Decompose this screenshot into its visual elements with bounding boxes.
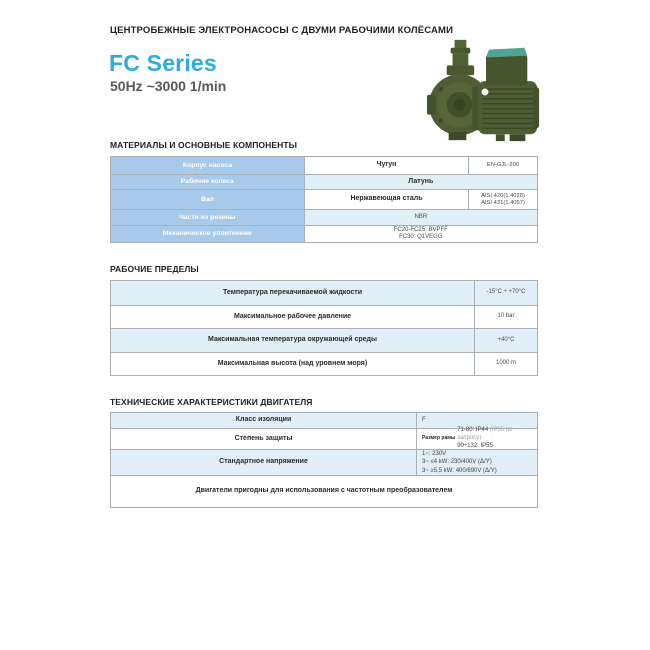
spec-line: AISI 420(1.4028) — [481, 192, 525, 199]
table-row — [111, 189, 537, 209]
row-spec — [468, 190, 537, 209]
row-value: +40°C — [474, 329, 537, 352]
table-row — [111, 449, 537, 475]
protection-line: 71-80: IP44 (IP55 по запросу) — [457, 427, 513, 442]
voltage-line: 3~ ≥5,5 kW: 400/690V (Δ/Y) — [422, 467, 497, 474]
table-row — [111, 352, 537, 376]
motor-note — [111, 476, 537, 507]
row-value: 1000 m — [474, 353, 537, 376]
row-label: Рабочие колеса — [111, 175, 304, 189]
value-line: FC30: Q1VEGG — [399, 234, 443, 240]
voltage-line: 1~: 230V — [422, 451, 447, 458]
row-value: NBR — [304, 210, 537, 225]
limits-table — [110, 280, 538, 376]
frame-size-prefix: Размер рамы — [422, 435, 456, 442]
row-label: Класс изоляции — [235, 416, 292, 424]
materials-table — [110, 156, 538, 243]
row-value: Нержавеющая сталь — [304, 190, 468, 209]
value-line: FC20-FC25: BVPFF — [393, 227, 448, 234]
row-label: Стандартное напряжение — [219, 458, 308, 466]
section-heading-motor: ТЕХНИЧЕСКИЕ ХАРАКТЕРИСТИКИ ДВИГАТЕЛЯ — [110, 397, 313, 407]
row-label: Вал — [111, 190, 304, 209]
section-heading-materials: МАТЕРИАЛЫ И ОСНОВНЫЕ КОМПОНЕНТЫ — [110, 140, 298, 150]
table-row — [111, 475, 537, 507]
table-row — [111, 209, 537, 225]
row-label: Части из резины — [111, 210, 304, 225]
voltage-line: 3~ ≤4 kW: 230/400V (Δ/Y) — [422, 459, 492, 466]
pump-badge — [482, 89, 489, 96]
row-value — [304, 226, 537, 242]
page-title: ЦЕНТРОБЕЖНЫЕ ЭЛЕКТРОНАСОСЫ С ДВУМИ РАБОЧИМИ КОЛЁСАМИ — [110, 25, 454, 36]
row-label: Максимальная температура окружающей среды — [208, 336, 377, 344]
table-row — [111, 428, 537, 449]
row-label: Максимальное рабочее давление — [233, 312, 352, 320]
protection-line: 90÷132: IP55 — [457, 442, 493, 449]
table-row — [111, 157, 537, 174]
series-title: FC Series — [109, 50, 217, 76]
motor-table — [110, 412, 538, 508]
table-row — [111, 281, 537, 305]
row-value: -15°C ÷ +70°C — [474, 281, 537, 305]
series-frequency-subtitle: 50Hz ~3000 1/min — [110, 78, 227, 94]
row-spec: EN-GJL-200 — [468, 157, 537, 174]
pump-product-image — [427, 34, 545, 146]
row-label: Температура перекачиваемой жидкости — [222, 288, 363, 296]
table-row — [111, 305, 537, 329]
row-value — [416, 429, 537, 449]
row-value: F — [416, 413, 537, 428]
table-row — [111, 328, 537, 352]
table-row — [111, 413, 537, 428]
table-row — [111, 225, 537, 242]
section-heading-limits: РАБОЧИЕ ПРЕДЕЛЫ — [110, 264, 199, 274]
spec-line: AISI 431(1.4057) — [481, 199, 525, 206]
row-value: Латунь — [304, 175, 537, 189]
row-value: Чугун — [304, 157, 468, 174]
row-value — [416, 450, 537, 475]
pump-suction-port — [427, 95, 436, 115]
row-value: 10 bar — [474, 306, 537, 329]
protection-note: (IP55 по запросу) — [457, 427, 513, 442]
row-label: Механическое уплотнение — [111, 226, 304, 242]
row-label: Степень защиты — [234, 434, 293, 442]
row-label: Максимальная высота (над уровнем моря) — [217, 359, 368, 367]
row-label: Корпус насоса — [111, 157, 304, 174]
table-row — [111, 174, 537, 189]
pump-terminal-box — [486, 56, 527, 85]
motor-note-text: Двигатели пригодны для использования с частотным преобразователем — [195, 487, 453, 495]
